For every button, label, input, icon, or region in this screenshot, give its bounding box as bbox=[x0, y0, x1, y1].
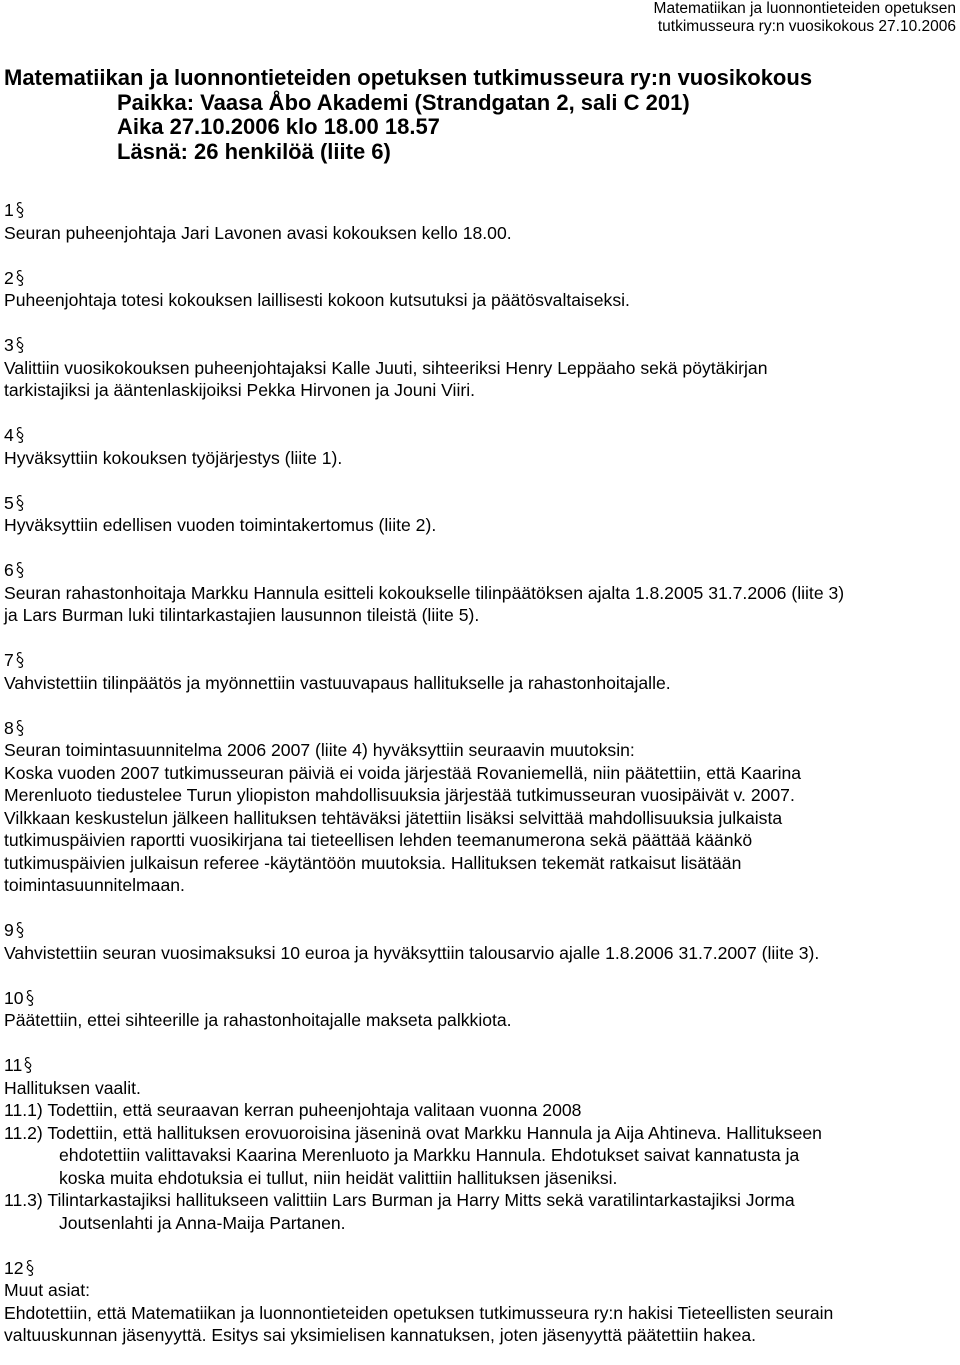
section-number bbox=[4, 987, 954, 1010]
section-number bbox=[4, 559, 954, 582]
section-number bbox=[4, 649, 954, 672]
section-mark-icon bbox=[23, 1056, 33, 1074]
section-number-text: 5 bbox=[4, 492, 14, 513]
section-text-line: Seuran rahastonhoitaja Markku Hannula esitteli kokoukselle tilinpäätöksen ajalta 1.8.2005 31.7.2006 (liite 3) bbox=[4, 582, 845, 603]
section-number bbox=[4, 492, 954, 515]
section-number-text: 11 bbox=[4, 1055, 23, 1075]
section-mark-icon bbox=[25, 1259, 35, 1277]
section-text-line: Ehdotettiin, että Matematiikan ja luonnontieteiden opetuksen tutkimusseura ry:n hakisi Tieteellisten seurain bbox=[4, 1302, 834, 1323]
meeting-place: Paikka: Vaasa Åbo Akademi (Strandgatan 2, sali C 201) bbox=[117, 89, 690, 115]
section-mark-icon bbox=[15, 651, 25, 669]
section-item bbox=[4, 717, 954, 897]
attendance: Läsnä: 26 henkilöä (liite 6) bbox=[117, 138, 391, 164]
section-text-line: Vahvistettiin tilinpäätös ja myönnettiin vastuuvapaus hallitukselle ja rahastonhoitajalle. bbox=[4, 672, 671, 693]
section-text-line: tutkimuspäivien julkaisun referee -käytäntöön muutoksia. Hallituksen tekemät ratkaisut lisätään bbox=[4, 852, 742, 873]
section-number bbox=[4, 717, 954, 740]
section-number-text: 9 bbox=[4, 920, 14, 940]
section-text-line: tutkimuspäivien raportti vuosikirjana tai tieteellisen lehden teemanumerona sekä päättää käänkö bbox=[4, 830, 753, 850]
section-number-text: 3 bbox=[4, 335, 14, 355]
section-text-line: Koska vuoden 2007 tutkimusseuran päiviä ei voida järjestää Rovaniemellä, niin päätettiin, että Kaarina bbox=[4, 762, 802, 783]
section-text-line: Joutsenlahti ja Anna-Maija Partanen. bbox=[59, 1212, 346, 1233]
running-header bbox=[654, 0, 956, 36]
section-text-line: 11.2) Todettiin, että hallituksen erovuoroisina jäseninä ovat Markku Hannula ja Aija Ahtineva. Hallitukseen bbox=[4, 1122, 822, 1143]
minutes-sections bbox=[4, 199, 954, 1347]
section-mark-icon bbox=[15, 336, 25, 354]
section-item bbox=[4, 267, 954, 312]
section-number bbox=[4, 199, 954, 222]
section-mark-icon bbox=[15, 494, 25, 512]
section-text-line: Päätettiin, ettei sihteerille ja rahastonhoitajalle makseta palkkiota. bbox=[4, 1010, 512, 1030]
section-item bbox=[4, 987, 954, 1032]
section-text-line: Vilkkaan keskustelun jälkeen hallituksen tehtäväksi jätettiin lisäksi selvittää mahdollisuuksia julkaista bbox=[4, 807, 783, 828]
section-number-text: 7 bbox=[4, 650, 14, 670]
document-title bbox=[4, 66, 812, 164]
section-item bbox=[4, 334, 954, 402]
section-item bbox=[4, 649, 954, 694]
section-number-text: 10 bbox=[4, 987, 24, 1008]
running-header-line: tutkimusseura ry:n vuosikokous 27.10.2006 bbox=[657, 18, 956, 35]
title-line: Matematiikan ja luonnontieteiden opetuksen tutkimusseura ry:n vuosikokous bbox=[4, 65, 813, 90]
section-item bbox=[4, 1257, 954, 1347]
section-item bbox=[4, 559, 954, 627]
section-mark-icon bbox=[15, 201, 25, 219]
section-item bbox=[4, 1054, 954, 1234]
section-mark-icon bbox=[15, 561, 25, 579]
section-text-line: toimintasuunnitelmaan. bbox=[4, 875, 185, 895]
section-text-line: Valittiin vuosikokouksen puheenjohtajaksi Kalle Juuti, sihteeriksi Henry Leppäaho sekä pöytäkirjan bbox=[4, 357, 768, 378]
section-item bbox=[4, 424, 954, 469]
section-mark-icon bbox=[15, 719, 25, 737]
section-text-line: 11.3) Tilintarkastajiksi hallitukseen valittiin Lars Burman ja Harry Mitts sekä varatilintarkastajiksi Jorma bbox=[4, 1190, 795, 1210]
section-text-line: Seuran toimintasuunnitelma 2006 2007 (liite 4) hyväksyttiin seuraavin muutoksin: bbox=[4, 740, 635, 760]
section-text-line: Merenluoto tiedustelee Turun yliopiston mahdollisuuksia järjestää tutkimusseuran vuosipäivät v. 2007. bbox=[4, 785, 795, 805]
section-number bbox=[4, 1257, 954, 1280]
section-text-line: Hyväksyttiin kokouksen työjärjestys (liite 1). bbox=[4, 447, 343, 468]
section-text-line: Hyväksyttiin edellisen vuoden toimintakertomus (liite 2). bbox=[4, 515, 437, 535]
section-number bbox=[4, 919, 954, 942]
section-text-line: Vahvistettiin seuran vuosimaksuksi 10 euroa ja hyväksyttiin talousarvio ajalle 1.8.2006 31.7.2007 (liite 3). bbox=[4, 942, 820, 963]
section-text-line: Hallituksen vaalit. bbox=[4, 1077, 141, 1098]
meeting-time: Aika 27.10.2006 klo 18.00 18.57 bbox=[117, 114, 440, 139]
section-mark-icon bbox=[25, 989, 35, 1007]
section-mark-icon bbox=[15, 921, 25, 939]
section-text-line: Muut asiat: bbox=[4, 1280, 91, 1300]
section-item bbox=[4, 199, 954, 244]
running-header-line: Matematiikan ja luonnontieteiden opetuksen bbox=[653, 0, 956, 17]
section-number-text: 12 bbox=[4, 1257, 24, 1278]
section-text-line: ehdotettiin valittavaksi Kaarina Merenluoto ja Markku Hannula. Ehdotukset saivat kannatusta ja bbox=[59, 1145, 800, 1165]
section-number bbox=[4, 334, 954, 357]
section-item bbox=[4, 919, 954, 964]
section-text-line: Puheenjohtaja totesi kokouksen laillisesti kokoon kutsutuksi ja päätösvaltaiseksi. bbox=[4, 290, 630, 310]
section-number-text: 4 bbox=[4, 425, 14, 445]
section-number-text: 1 bbox=[4, 200, 14, 220]
section-text-line: koska muita ehdotuksia ei tullut, niin heidät valittiin hallituksen jäseniksi. bbox=[59, 1167, 618, 1188]
section-number-text: 6 bbox=[4, 560, 14, 580]
section-text-line: tarkistajiksi ja ääntenlaskijoiksi Pekka Hirvonen ja Jouni Viiri. bbox=[4, 380, 476, 400]
section-text-line: Seuran puheenjohtaja Jari Lavonen avasi kokouksen kello 18.00. bbox=[4, 222, 512, 243]
section-number-text: 8 bbox=[4, 717, 14, 738]
section-text-line: 11.1) Todettiin, että seuraavan kerran puheenjohtaja valitaan vuonna 2008 bbox=[4, 1100, 582, 1120]
section-item bbox=[4, 492, 954, 537]
section-text-line: ja Lars Burman luki tilintarkastajien lausunnon tileistä (liite 5). bbox=[4, 605, 480, 625]
section-text-line: valtuuskunnan jäsenyyttä. Esitys sai yksimielisen kannatuksen, joten jäsenyyttä päätettiin hakea. bbox=[4, 1325, 757, 1345]
section-mark-icon bbox=[15, 426, 25, 444]
section-number bbox=[4, 424, 954, 447]
section-mark-icon bbox=[15, 269, 25, 287]
section-number bbox=[4, 267, 954, 290]
section-number bbox=[4, 1054, 954, 1077]
section-number-text: 2 bbox=[4, 267, 14, 288]
